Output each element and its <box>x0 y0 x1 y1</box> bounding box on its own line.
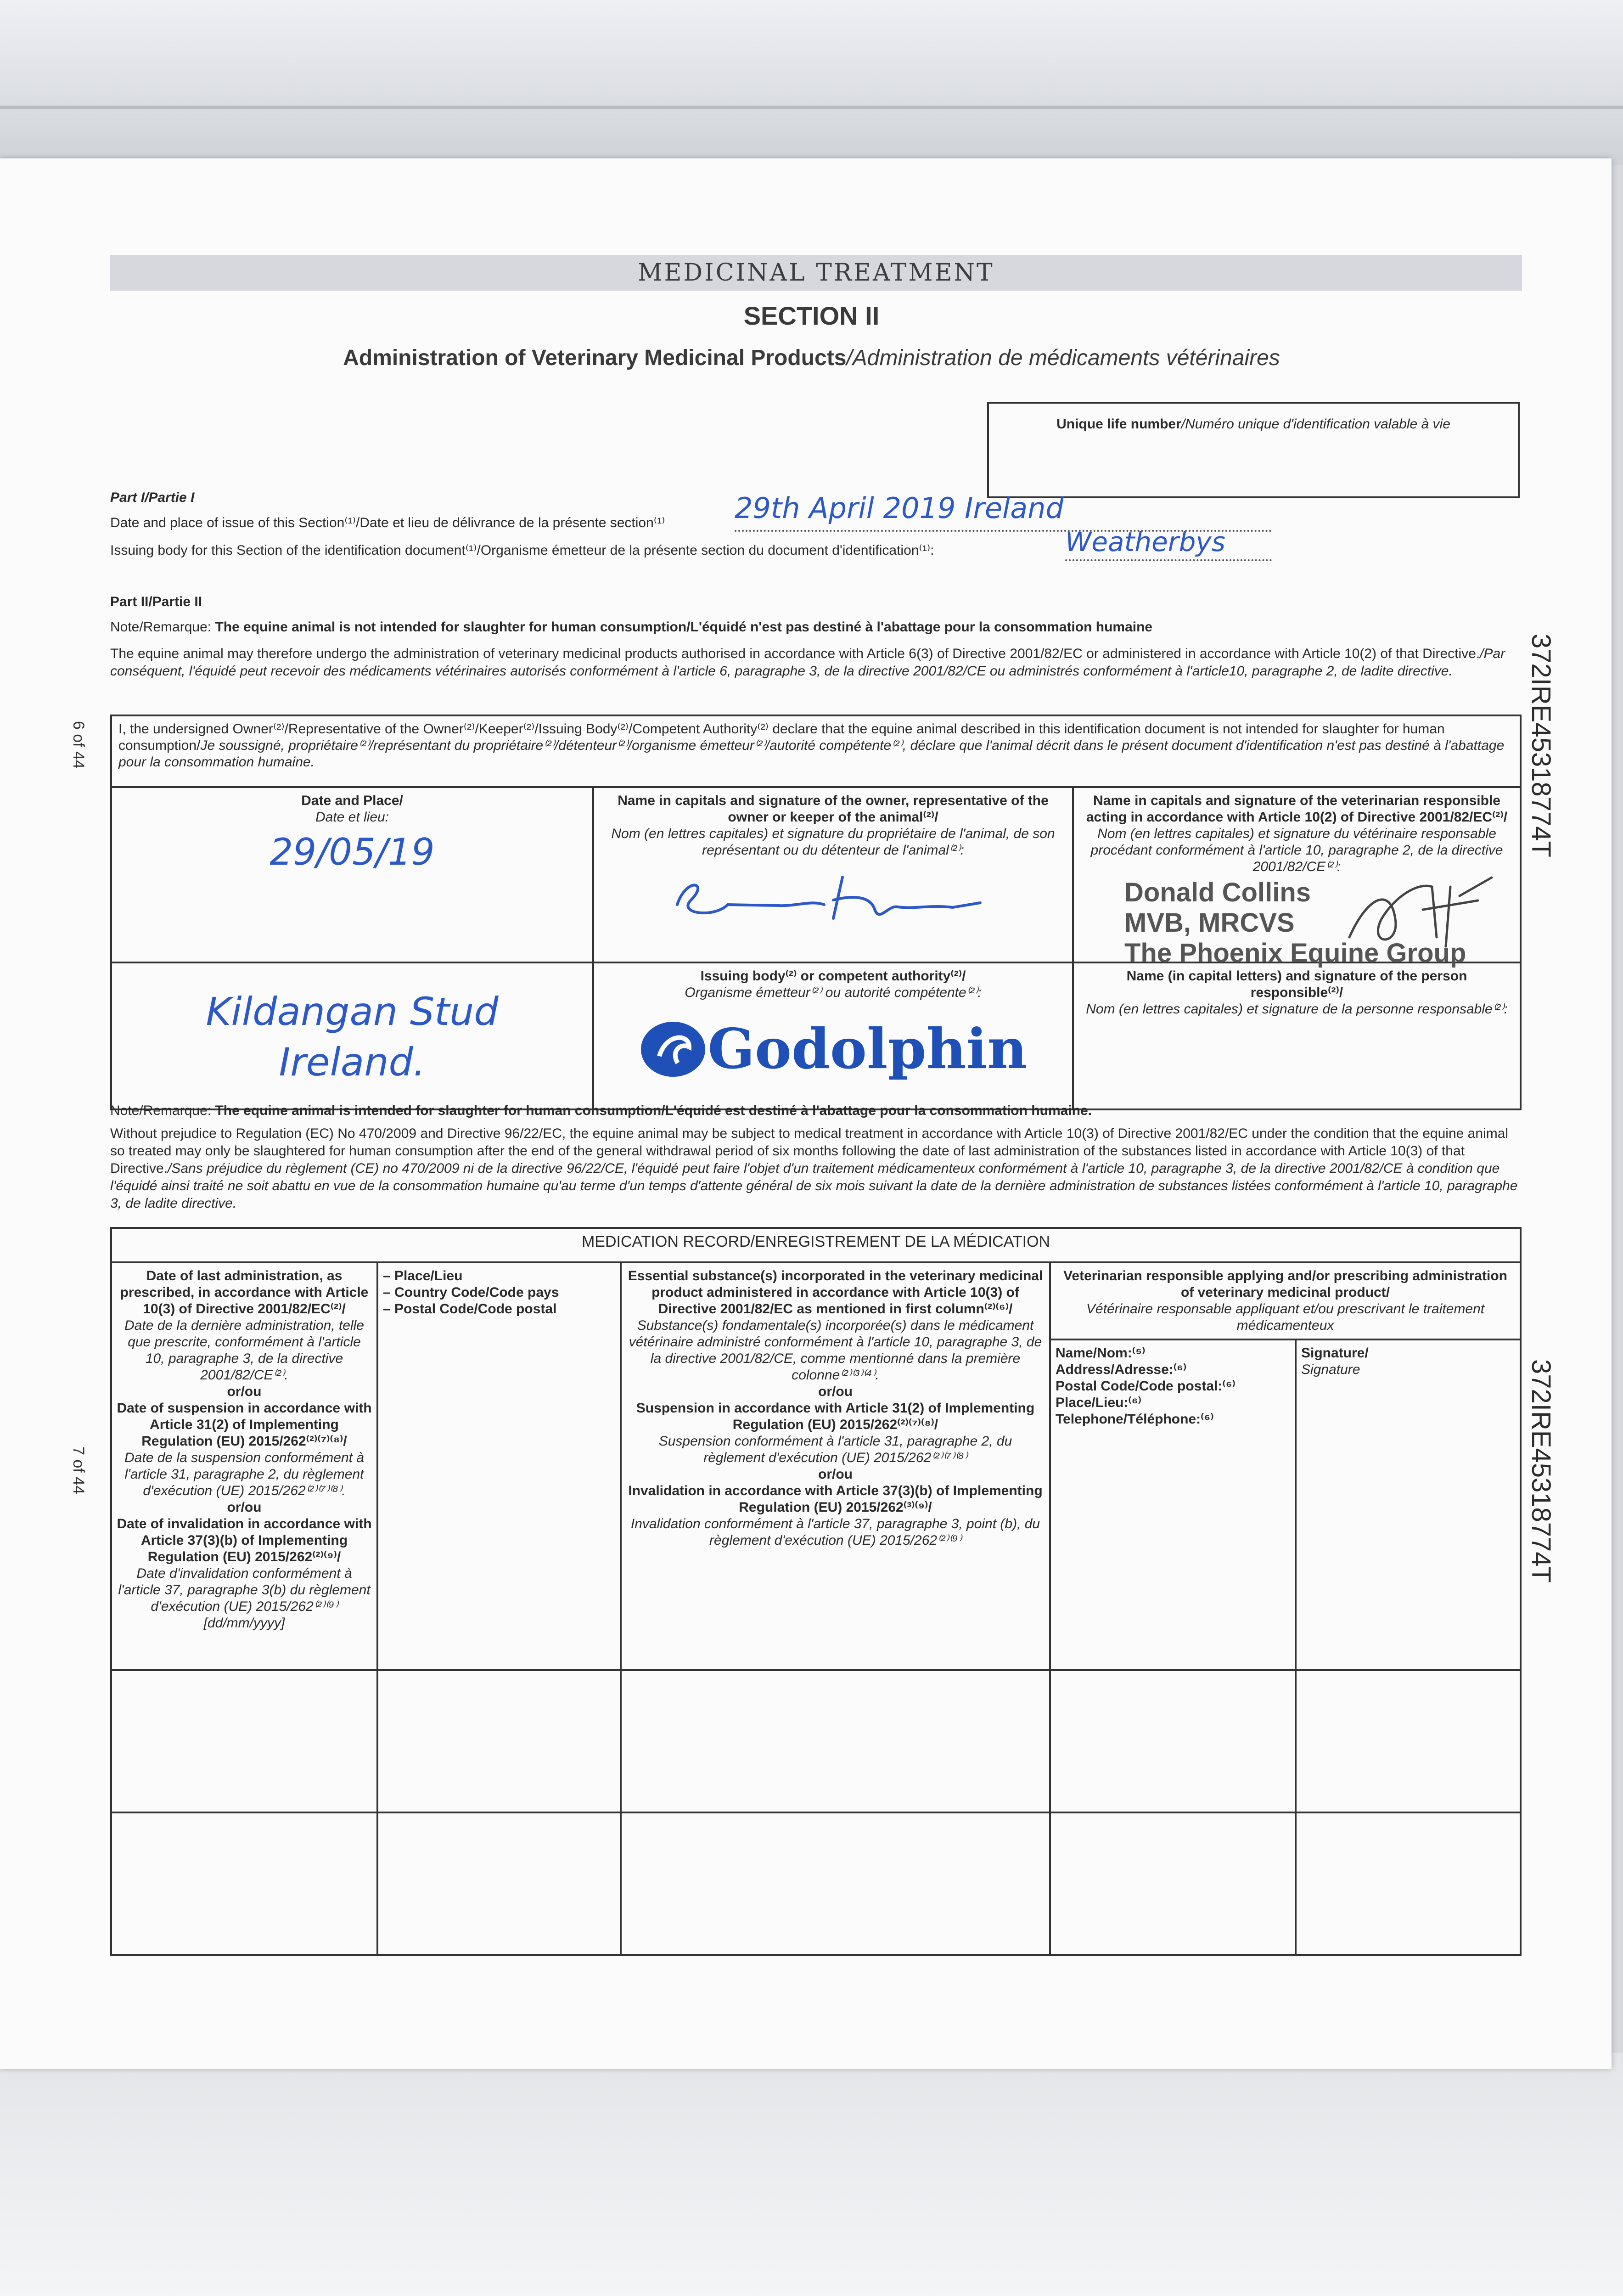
med-sig-head-fr: Signature <box>1301 1362 1360 1377</box>
med-col1-susp: Date of suspension in accordance with Article 31(2) of Implementing Regulation (EU) 2015/262⁽²⁾⁽⁷⁾⁽⁸⁾/ <box>117 1401 372 1449</box>
med-col1-or2: or/ou <box>227 1500 262 1515</box>
med-sig-head: Signature/ <box>1301 1345 1369 1361</box>
part2-para-en: The equine animal may therefore undergo the administration of veterinary medicinal products authorised in accordance with Article 6(3) of Directive 2001/82/EC or administered in accordance with Article 10(2) of that Directive. <box>110 646 1480 661</box>
table-row[interactable] <box>111 1670 1521 1812</box>
part2-note <box>110 619 1520 636</box>
med-col3-inval: Invalidation in accordance with Article 37(3)(b) of Implementing Regulation (EU) 2015/262⁽³⁾⁽⁹⁾/ <box>628 1483 1043 1515</box>
part2-para-fr: /Par conséquent, l'équidé peut recevoir des médicaments vétérinaires autorisés conformément à l'article 6, paragraphe 3, de la directive 2001/82/CE ou administrés conformément à l'article10, paragraphe 2, de ladite directive. <box>110 646 1505 679</box>
issuing-head-fr: Organisme émetteur⁽²⁾ ou autorité compétente⁽²⁾: <box>685 985 982 1000</box>
date-place-head-fr: Date et lieu: <box>315 810 389 825</box>
part3-para-fr: /Sans préjudice du règlement (CE) no 470/2009 ni de la directive 96/22/CE, l'équidé peut faire l'objet d'un traitement médicamenteux conformément à l'article 10, paragraphe 3, de la directive 2001/82/CE à condition que l'équidé ainsi traité ne soit abattu en vue de la consommation humaine qu'au terme d'un temps d'attente général de six mois suivant la date de la dernière administration de substances listées conformément à l'article 10, paragraphe 3, de ladite directive. <box>110 1161 1518 1211</box>
med-col1-fr: Date de la dernière administration, telle que prescrite, conformément à l'article 10, paragraphe 3, de la directive 2001/82/CE⁽²⁾. <box>124 1318 364 1383</box>
part2-note-bold: The equine animal is not intended for slaughter for human consumption/L'équidé n'est pas destiné à l'abattage pour la consommation humaine <box>215 619 1153 635</box>
part1-issuing-label: Issuing body for this Section of the identification document⁽¹⁾/Organisme émetteur de la présente section du document d'identification⁽¹⁾: <box>110 543 934 558</box>
date-place-head: Date and Place/ <box>301 793 403 808</box>
med-signature-head <box>1296 1339 1521 1670</box>
owner-signature <box>659 868 1008 928</box>
med-vet-head <box>1050 1262 1521 1339</box>
issuing-body-cell[interactable] <box>593 962 1073 1109</box>
table-cell[interactable] <box>377 1812 621 1955</box>
declaration-date: 29/05/19 <box>270 831 435 873</box>
owner-head: Name in capitals and signature of the owner, representative of the owner or keeper of the animal⁽²⁾/ <box>618 793 1049 825</box>
subtitle-fr: /Administration de médicaments vétérinaires <box>846 346 1280 370</box>
godolphin-emblem-icon <box>639 1019 708 1079</box>
med-col3-or2: or/ou <box>818 1467 853 1482</box>
place-cell[interactable] <box>111 962 593 1109</box>
table-cell[interactable] <box>111 1670 377 1812</box>
scan-background-top <box>0 0 1623 165</box>
vet-signature <box>1340 868 1515 960</box>
page-fold <box>0 106 1623 109</box>
med-col3-or1: or/ou <box>818 1384 853 1399</box>
part3-note-bold: The equine animal is intended for slaughter for human consumption/L'équidé est destiné à l'abattage pour la consommation humaine. <box>215 1103 1092 1118</box>
place-line1: Kildangan Stud <box>206 989 499 1034</box>
part3-note-prefix: Note/Remarque: <box>110 1103 215 1118</box>
part1-date-value: 29th April 2019 Ireland <box>735 491 1272 532</box>
med-col3-fr: Substance(s) fondamentale(s) incorporée(s) dans le médicament vétérinaire administré conformément à l'article 10, paragraphe 3, de la directive 2001/82/CE, comme mentionné dans la première colonne⁽²⁾⁽³⁾⁽⁴⁾. <box>629 1318 1042 1383</box>
med-vet-name: Name/Nom:⁽⁵⁾ <box>1056 1345 1146 1361</box>
place-line2: Ireland. <box>279 1040 426 1085</box>
owner-signature-cell[interactable] <box>593 787 1073 962</box>
table-cell[interactable] <box>621 1812 1050 1955</box>
table-cell[interactable] <box>1050 1812 1296 1955</box>
vet-head-fr: Nom (en lettres capitales) et signature du vétérinaire responsable procédant conformément à l'article 10, paragraphe 2, de la directive 2001/82/CE⁽²⁾: <box>1090 826 1503 874</box>
subtitle-en: Administration of Veterinary Medicinal Products <box>343 346 847 370</box>
table-row[interactable] <box>111 1812 1521 1955</box>
med-col1-inval: Date of invalidation in accordance with Article 37(3)(b) of Implementing Regulation (EU) 2015/262⁽²⁾⁽⁹⁾/ <box>117 1516 372 1564</box>
table-cell[interactable] <box>111 1812 377 1955</box>
godolphin-logo <box>601 1019 1066 1079</box>
med-vet-place: Place/Lieu:⁽⁶⁾ <box>1056 1395 1141 1410</box>
vet-stamp-quals: MVB, MRCVS <box>1124 908 1295 938</box>
owner-head-fr: Nom (en lettres capitales) et signature du propriétaire de l'animal, de son représentant ou du détenteur de l'animal⁽²⁾: <box>611 826 1055 858</box>
vet-stamp-practice: The Phoenix Equine Group <box>1124 938 1466 968</box>
med-date-head <box>111 1262 377 1670</box>
med-vet-head-en: Veterinarian responsible applying and/or prescribing administration of veterinary medicinal product/ <box>1063 1268 1507 1300</box>
med-col1-susp-fr: Date de la suspension conformément à l'article 31, paragraphe 2, du règlement d'exécution (UE) 2015/262⁽²⁾⁽⁷⁾⁽⁸⁾. <box>124 1450 364 1498</box>
med-substance-head <box>621 1262 1050 1670</box>
side-code-top: 372IRE45318774T <box>1526 634 1556 857</box>
table-cell[interactable] <box>1050 1670 1296 1812</box>
medication-record-table <box>110 1227 1522 1956</box>
med-place-item: – Place/Lieu <box>383 1268 463 1283</box>
table-cell[interactable] <box>1296 1812 1521 1955</box>
declaration-table <box>110 715 1522 1110</box>
page-number-bottom: 7 of 44 <box>70 1446 87 1494</box>
scan-background-bottom <box>0 2053 1623 2296</box>
table-cell[interactable] <box>1296 1670 1521 1812</box>
part1-date-label: Date and place of issue of this Section⁽¹⁾/Date et lieu de délivrance de la présente section⁽¹⁾ <box>110 515 665 530</box>
vet-stamp-name: Donald Collins <box>1124 878 1311 907</box>
table-cell[interactable] <box>621 1670 1050 1812</box>
part3-para-en: Without prejudice to Regulation (EC) No 470/2009 and Directive 96/22/EC, the equine animal may be subject to medical treatment in accordance with Article 10(3) of Directive 2001/82/EC under the condition that the equine animal so treated may only be slaughtered for human consumption after the end of the general withdrawal period of six months following the date of last administration of the substances listed in accordance with Article 10(3) of that Directive. <box>110 1126 1509 1176</box>
page-number-top: 6 of 44 <box>70 721 87 769</box>
med-place-head <box>377 1262 621 1670</box>
vet-head: Name in capitals and signature of the veterinarian responsible acting in accordance with Article 10(2) of Directive 2001/82/EC⁽²⁾/ <box>1086 793 1508 825</box>
side-code-bottom: 372IRE45318774T <box>1526 1359 1556 1583</box>
table-cell[interactable] <box>377 1670 621 1812</box>
med-vet-head-fr: Vétérinaire responsable appliquant et/ou prescrivant le traitement médicamenteux <box>1086 1301 1485 1333</box>
med-col1-or1: or/ou <box>227 1384 262 1399</box>
uln-label-fr: /Numéro unique d'identification valable à vie <box>1181 416 1450 432</box>
declaration-text <box>111 715 1521 787</box>
part2-heading: Part II/Partie II <box>110 594 202 609</box>
med-vet-fields <box>1050 1339 1296 1670</box>
med-col3-inval-fr: Invalidation conformément à l'article 37, paragraphe 3, point (b), du règlement d'exécution (UE) 2015/262⁽²⁾⁽⁹⁾ <box>630 1516 1040 1548</box>
part3-note <box>110 1102 1520 1120</box>
subtitle <box>0 345 1623 371</box>
med-country-item: – Country Code/Code pays <box>383 1285 559 1300</box>
part1-issuing-value: Weatherbys <box>1065 526 1272 561</box>
med-col1-inval-fr: Date d'invalidation conformément à l'article 37, paragraphe 3(b) du règlement d'exécution (UE) 2015/262⁽²⁾⁽⁹⁾ [dd/mm/yyyy] <box>118 1566 371 1631</box>
uln-label: Unique life number <box>1056 416 1181 432</box>
responsible-head-fr: Nom (en lettres capitales) et signature de la personne responsable⁽²⁾: <box>1086 1002 1508 1017</box>
issuing-head: Issuing body⁽²⁾ or competent authority⁽²⁾/ <box>700 968 966 984</box>
med-postal-item: – Postal Code/Code postal <box>383 1301 557 1317</box>
banner-title: MEDICINAL TREATMENT <box>638 259 994 287</box>
declaration-text-en: I, the undersigned Owner⁽²⁾/Representative of the Owner⁽²⁾/Keeper⁽²⁾/Issuing Body⁽²⁾/Competent Authority⁽²⁾ declare that the equine animal described in this identification document is not intended for slaughter for human consumption/ <box>118 721 1445 753</box>
medication-record-title: MEDICATION RECORD/ENREGISTREMENT DE LA MÉDICATION <box>111 1228 1521 1262</box>
banner <box>110 255 1522 291</box>
part2-note-prefix: Note/Remarque: <box>110 619 215 635</box>
part2-paragraph <box>110 645 1520 680</box>
responsible-person-cell[interactable] <box>1073 962 1521 1109</box>
med-vet-address: Address/Adresse:⁽⁶⁾ <box>1056 1362 1187 1377</box>
part3-paragraph <box>110 1125 1520 1212</box>
part1-heading: Part I/Partie I <box>110 490 195 505</box>
unique-life-number-box[interactable] <box>987 402 1520 498</box>
med-col3-susp: Suspension in accordance with Article 31(2) of Implementing Regulation (EU) 2015/262⁽²⁾⁽⁷⁾⁽⁸⁾/ <box>636 1401 1035 1432</box>
med-col3-head: Essential substance(s) incorporated in the veterinary medicinal product administered in accordance with Article 10(3) of Directive 2001/82/EC as mentioned in first column⁽²⁾⁽⁶⁾/ <box>628 1268 1043 1317</box>
med-vet-phone: Telephone/Téléphone:⁽⁶⁾ <box>1056 1412 1214 1427</box>
declaration-text-fr: Je soussigné, propriétaire⁽²⁾/représentant du propriétaire⁽²⁾/détenteur⁽²⁾/organisme émetteur⁽²⁾/autorité compétente⁽²⁾, déclare que l'animal décrit dans le présent document d'identification n'est pas destiné à l'abattage pour la consommation humaine. <box>118 738 1505 770</box>
med-col1-head: Date of last administration, as prescribed, in accordance with Article 10(3) of Directive 2001/82/EC⁽²⁾/ <box>120 1268 369 1317</box>
med-col3-susp-fr: Suspension conformément à l'article 31, paragraphe 2, du règlement d'exécution (UE) 2015/262⁽²⁾⁽⁷⁾⁽⁸⁾ <box>658 1434 1012 1465</box>
responsible-head: Name (in capital letters) and signature of the person responsible⁽²⁾/ <box>1126 968 1467 1000</box>
section-title: SECTION II <box>743 301 880 330</box>
vet-signature-cell[interactable] <box>1073 787 1521 968</box>
date-place-cell[interactable] <box>111 787 593 962</box>
med-vet-postal: Postal Code/Code postal:⁽⁶⁾ <box>1056 1379 1236 1394</box>
godolphin-logo-text: Godolphin <box>708 1017 1028 1081</box>
